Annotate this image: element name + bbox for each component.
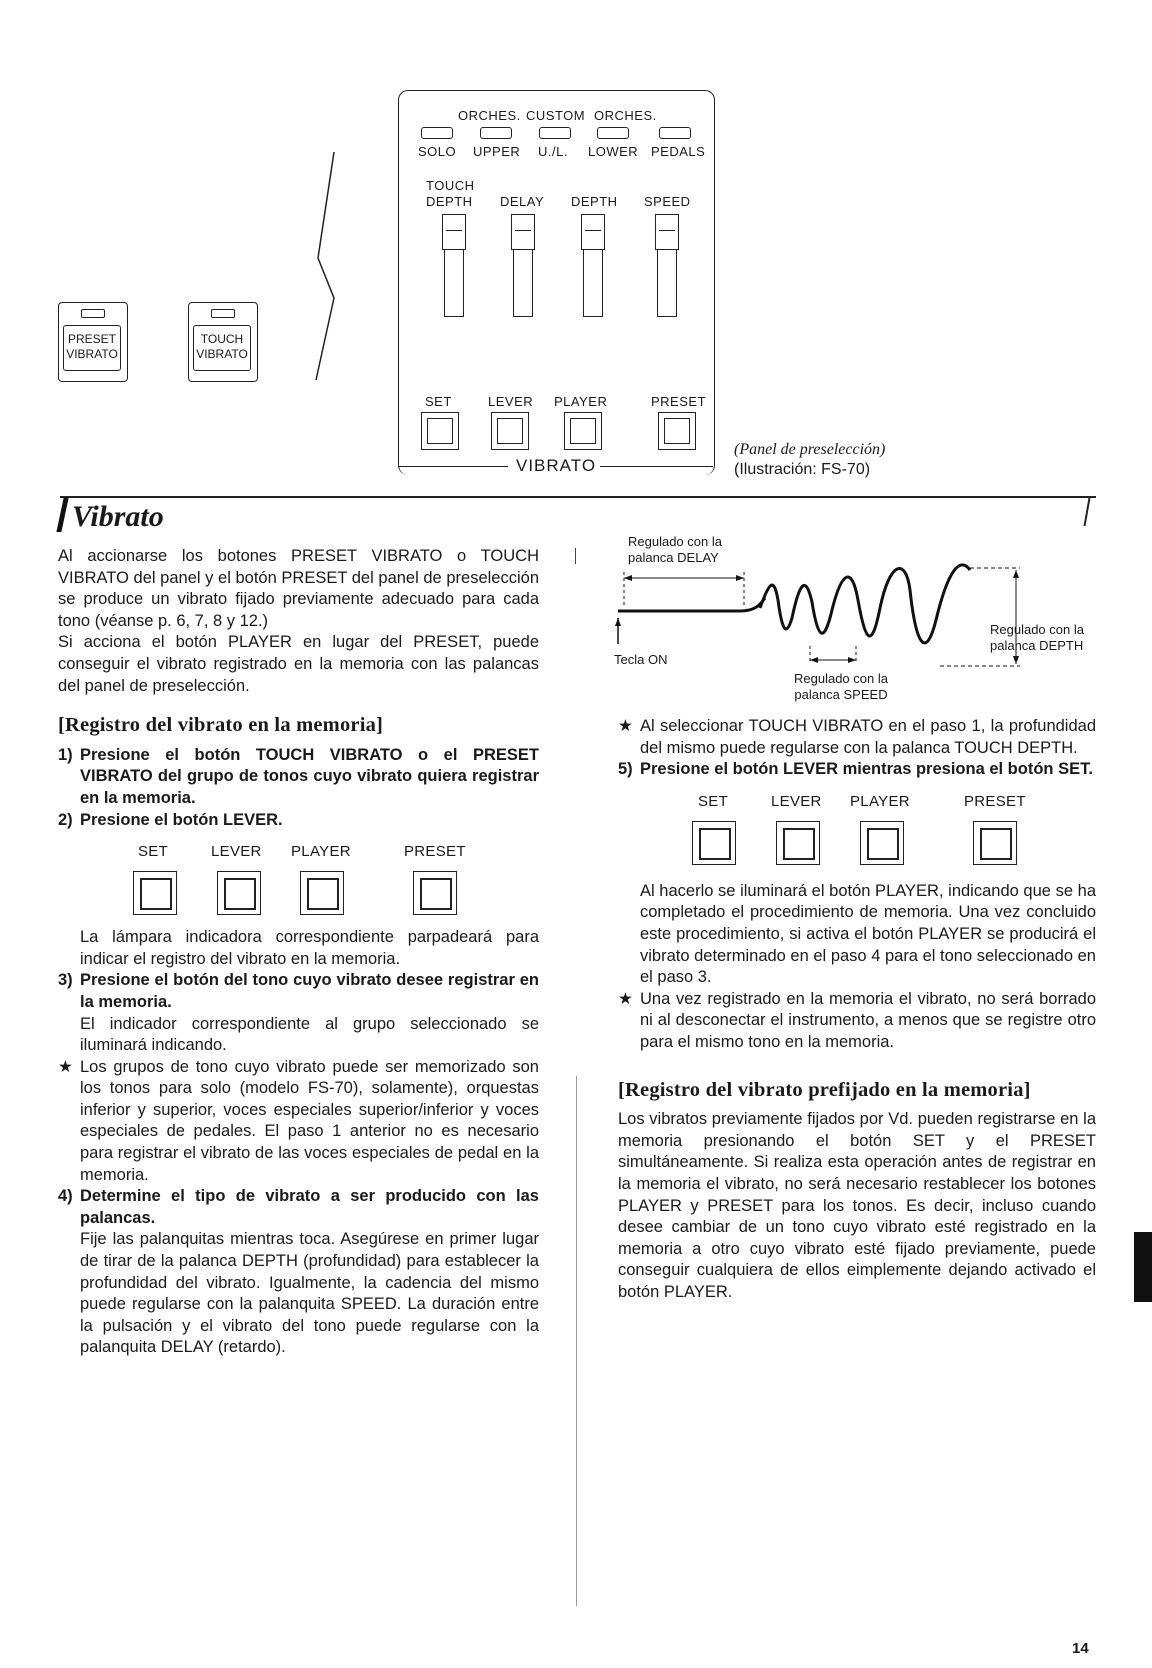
right-preset-button[interactable] [973,821,1017,865]
after-step-5: Al hacerlo se iluminará el botón PLAYER, indicando que se ha completado el procedimiento de memoria. Una vez concluido este procedimiento, si activa el botón PLAYER se producirá el vibrato determinado en el paso 4 para el tono seleccionado en el paso 3. [640,881,1096,987]
left-btn-label-preset: PRESET [404,843,466,861]
note-2-text: Al seleccionar TOUCH VIBRATO en el paso 1, la profundidad del mismo puede regularse con la palanca TOUCH DEPTH. [640,717,1096,757]
right-set-button[interactable] [692,821,736,865]
note-3-text: Una vez registrado en la memoria el vibrato, no será borrado ni al desconectar el instrumento, a menos que se registre otro para el mismo tono en la memoria. [640,989,1096,1051]
preset-vibrato-line2: VIBRATO [66,347,118,361]
touch-vibrato-line2: VIBRATO [196,347,248,361]
panel-button-label-set: SET [425,394,452,409]
left-btn-label-lever: LEVER [211,843,262,861]
delay-annotation-line2: palanca DELAY [628,550,719,565]
after-step-2: La lámpara indicadora correspondiente parpadeará para indicar el registro del vibrato en la memoria. [80,928,539,968]
solo-led[interactable] [421,127,453,139]
panel-preset-button[interactable] [658,412,696,450]
panel-player-button[interactable] [564,412,602,450]
section-title: Vibrato [72,500,164,533]
label-orches-2: ORCHES. [594,108,657,123]
group-label-ul: U./L. [538,144,568,159]
touch-vibrato-tab-button[interactable] [188,302,258,382]
key-on-label: Tecla ON [614,652,668,667]
title-rule [60,496,1096,498]
left-lever-button[interactable] [217,871,261,915]
speed-annotation-line2: palanca SPEED [794,687,888,702]
after-step-4: Fije las palanquitas mientras toca. Asegúrese en primer lugar de tirar de la palanca DEPTH (profundidad) para establecer la profundidad del vibrato. Igualmente, la cadencia del mismo puede regularse con la palanquita SPEED. La duración entre la pulsación y el vibrato del tono puede regularse con la palanquita DELAY (retardo). [80,1230,539,1357]
step-5-text: Presione el botón LEVER mientras presiona el botón SET. [640,760,1093,779]
star-icon-2: ★ [618,717,633,735]
left-player-button[interactable] [300,871,344,915]
slider-label-touch: TOUCH [426,178,475,193]
step-5 [618,759,1096,781]
group-label-lower: LOWER [588,144,639,159]
section1-heading: [Registro del vibrato en la memoria] [58,714,384,737]
slider-label-delay: DELAY [500,194,545,209]
ul-led[interactable] [539,127,571,139]
right-btn-label-set: SET [698,792,729,810]
section2-body: Los vibratos previamente fijados por Vd. pueden registrarse en la memoria presionando el botón SET y el PRESET simultáneamente. Si realiza esta operación antes de registrar en la memoria el vibrato, no será necesario restablecer los botones PLAYER y PRESET para los tonos. Es decir, incluso cuando desee cambiar de un tono cuyo vibrato esté registrado en la memoria a otro cuyo vibrato esté fijado previamente, puede conseguir cualquiera de ellos eimplemente dejando activado el botón PLAYER. [618,1110,1096,1301]
label-orches-1: ORCHES. [458,108,521,123]
panel-lever-button[interactable] [491,412,529,450]
touch-depth-slider-knob[interactable] [442,214,466,250]
page-number: 14 [1072,1640,1089,1657]
intro-paragraph-2: Si acciona el botón PLAYER en lugar del PRESET, puede conseguir el vibrato registrado en la memoria con las palancas del panel de preselección. [58,633,539,695]
left-set-button[interactable] [133,871,177,915]
caption-line2: (Ilustración: FS-70) [734,461,871,478]
right-player-button[interactable] [860,821,904,865]
delay-annotation-line1: Regulado con la [628,534,722,549]
column-divider-mark [575,548,576,564]
pedals-led[interactable] [659,127,691,139]
step-4 [58,1186,539,1229]
step-1-number: 1) [58,745,73,764]
step-1 [58,745,539,810]
preset-vibrato-tab-button[interactable] [58,302,128,382]
group-label-pedals: PEDALS [651,144,706,159]
upper-led[interactable] [480,127,512,139]
left-column [58,546,539,1359]
edge-tab-marker [1134,1232,1152,1302]
slider-label-touch-depth: DEPTH [426,194,473,209]
group-label-upper: UPPER [473,144,521,159]
vibrato-group-label: VIBRATO [516,456,597,475]
depth-annotation-line2: palanca DEPTH [990,638,1084,653]
lower-led[interactable] [597,127,629,139]
connector-line [300,140,350,390]
step-3-text: Presione el botón del tono cuyo vibrato desee registrar en la memoria. [80,971,539,1011]
step-4-number: 4) [58,1187,73,1206]
speed-annotation-line1: Regulado con la [794,671,888,686]
waveform-baseline [618,598,765,611]
waveform-curve [760,565,970,643]
panel-set-button[interactable] [421,412,459,450]
depth-annotation-line1: Regulado con la [990,622,1084,637]
button-row-right [618,781,1096,881]
panel-button-label-player: PLAYER [554,394,608,409]
slider-label-depth: DEPTH [571,194,618,209]
step-4-text: Determine el tipo de vibrato a ser producido con las palancas. [80,1187,539,1227]
section2-heading: [Registro del vibrato prefijado en la memoria] [618,1078,1031,1101]
step-1-text: Presione el botón TOUCH VIBRATO o el PRESET VIBRATO del grupo de tonos cuyo vibrato quiera registrar en la memoria. [80,745,539,807]
button-row-left [58,831,539,927]
right-btn-label-lever: LEVER [771,792,822,810]
panel-button-label-lever: LEVER [488,394,534,409]
note-1-text: Los grupos de tono cuyo vibrato puede ser memorizado son los tonos para solo (modelo FS-70), solamente), orquestas inferior y superior, voces especiales superior/inferior y voces especiales de pedales. El paso 1 anterior no es necesario para registrar el vibrato de las voces especiales de pedal en la memoria. [80,1057,539,1184]
touch-vibrato-line1: TOUCH [200,332,244,346]
column-divider [576,1076,577,1606]
after-step-3: El indicador correspondiente al grupo seleccionado se iluminará indicando. [80,1014,539,1055]
vibrato-waveform [610,560,1050,690]
step-3-number: 3) [58,971,73,990]
step-5-number: 5) [618,760,633,779]
right-lever-button[interactable] [776,821,820,865]
left-btn-label-player: PLAYER [291,843,351,861]
group-label-solo: SOLO [418,144,457,159]
title-slash [56,498,68,532]
step-2-number: 2) [58,810,73,829]
panel-button-label-preset: PRESET [651,394,707,409]
depth-slider-knob[interactable] [581,214,605,250]
right-btn-label-preset: PRESET [964,792,1026,810]
star-icon: ★ [58,1057,73,1076]
right-btn-label-player: PLAYER [850,792,910,810]
vibrato-bracket-left [398,466,508,467]
preset-vibrato-led [81,309,105,318]
title-rule-end [1084,498,1091,526]
figure-caption [734,440,885,480]
note-2 [618,716,1096,759]
left-btn-label-set: SET [138,843,169,861]
intro-paragraph-1: Al accionarse los botones PRESET VIBRATO o TOUCH VIBRATO del panel y el botón PRESET del panel de preselección se produce un vibrato fijado previamente adecuado para cada tono (véanse p. 6, 7, 8 y 12.) [58,547,539,630]
note-3 [618,989,1096,1054]
speed-slider-knob[interactable] [655,214,679,250]
label-custom: CUSTOM [526,108,586,123]
right-column [618,716,1096,1303]
step-3 [58,970,539,1013]
delay-slider-knob[interactable] [511,214,535,250]
caption-line1: (Panel de preselección) [734,441,886,458]
note-1 [58,1057,539,1187]
touch-vibrato-led [211,309,235,318]
step-2-text: Presione el botón LEVER. [80,810,283,829]
slider-label-speed: SPEED [644,194,691,209]
star-icon-3: ★ [618,989,633,1008]
left-preset-button[interactable] [413,871,457,915]
vibrato-bracket-right [600,466,713,467]
preset-vibrato-line1: PRESET [67,332,116,346]
step-2 [58,810,539,832]
